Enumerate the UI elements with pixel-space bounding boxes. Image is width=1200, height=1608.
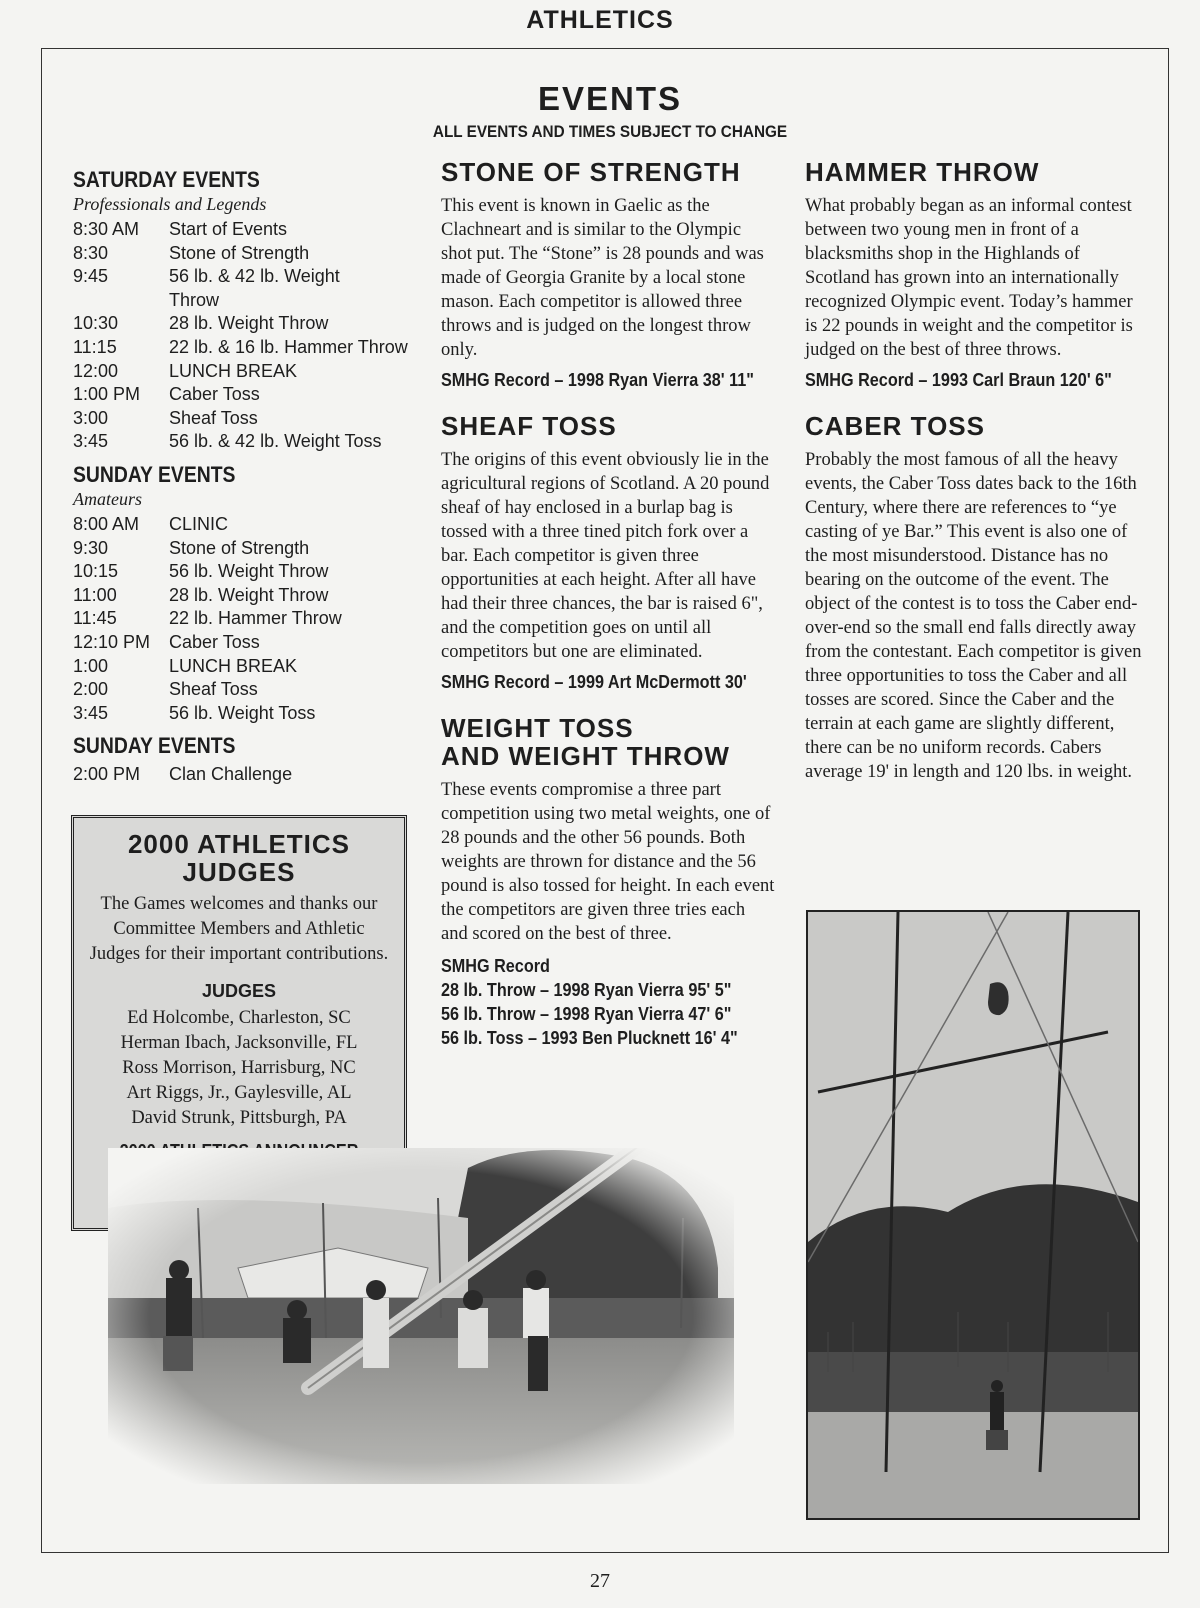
schedule-row — [73, 631, 342, 655]
middle-column — [441, 158, 776, 1050]
caber-title: CABER TOSS — [805, 411, 985, 441]
schedule-row — [73, 218, 408, 242]
schedule-event: Caber Toss — [169, 631, 260, 652]
schedule-row — [73, 537, 342, 561]
schedule-time: 12:00 — [73, 360, 119, 381]
schedule-row — [73, 584, 342, 608]
schedule-event: Sheaf Toss — [169, 679, 258, 700]
stone-body: This event is known in Gaelic as the Clachneart and is similar to the Olympic shot put. The “Stone” is 28 pounds and was made of Georgia Granite by a local stone mason. Each competitor is allowed three throws and is judged on the longest throw only. — [441, 196, 764, 360]
schedule-row — [73, 407, 408, 431]
schedule-event: 22 lb. & 16 lb. Hammer Throw — [169, 336, 408, 357]
schedule-event: Start of Events — [169, 219, 288, 239]
schedule-row — [73, 312, 408, 336]
schedule-event: 28 lb. Weight Throw — [169, 584, 329, 605]
schedule-time: 3:45 — [73, 431, 109, 452]
schedule-time: 11:15 — [73, 336, 117, 357]
schedule-event: Clan Challenge — [169, 764, 293, 785]
weight-record: 56 lb. Toss – 1993 Ben Plucknett 16' 4" — [441, 1028, 738, 1048]
schedule-row — [73, 289, 408, 313]
sheaf-section — [441, 412, 776, 694]
schedule-time: 2:00 — [73, 679, 109, 700]
judge-name: Art Riggs, Jr., Gaylesville, AL — [126, 1083, 352, 1103]
schedule-time: 9:45 — [73, 266, 109, 287]
schedule-row — [73, 242, 408, 266]
caber-toss-photo — [108, 1148, 734, 1484]
weight-record: 56 lb. Throw – 1998 Ryan Vierra 47' 6" — [441, 1004, 732, 1024]
schedule-event: 28 lb. Weight Throw — [169, 313, 329, 334]
schedule-time: 11:00 — [73, 584, 117, 605]
weight-title-line2: AND WEIGHT THROW — [441, 741, 730, 771]
schedule-time: 8:00 AM — [73, 513, 140, 534]
page-number: 27 — [590, 1570, 610, 1592]
saturday-subheading: Professionals and Legends — [73, 194, 267, 214]
schedule-event: 56 lb. & 42 lb. Weight — [169, 266, 340, 287]
schedule-time: 2:00 PM — [73, 764, 141, 785]
schedule-event: Caber Toss — [169, 384, 260, 405]
schedule-event: Sheaf Toss — [169, 407, 258, 428]
schedule-row — [73, 336, 408, 360]
sunday-heading-2: SUNDAY EVENTS — [73, 733, 236, 759]
sunday-schedule-2 — [73, 733, 413, 787]
judges-label: JUDGES — [201, 981, 277, 1001]
sunday-schedule — [73, 462, 413, 725]
schedule-row — [73, 655, 342, 679]
hammer-record: SMHG Record – 1993 Carl Braun 120' 6" — [805, 370, 1112, 390]
schedule-time: 3:45 — [73, 702, 109, 723]
sunday-heading: SUNDAY EVENTS — [73, 461, 236, 487]
hammer-body: What probably began as an informal contest between two young men in front of a blacksmiths shop in the Highlands of Scotland has grown into an internationally recognized Olympic event. Today’s hammer is 22 pounds in weight and the competitor is judged on the best of three throws. — [805, 196, 1133, 360]
events-title: EVENTS — [537, 80, 683, 117]
sunday-table — [73, 513, 342, 725]
schedule-event: Throw — [169, 289, 220, 310]
judge-name: David Strunk, Pittsburgh, PA — [131, 1108, 347, 1128]
schedule-event: 56 lb. Weight Toss — [169, 702, 316, 723]
schedule-row — [73, 383, 408, 407]
judges-thanks: The Games welcomes and thanks our Committee Members and Athletic Judges for their important contributions. — [89, 894, 389, 964]
schedule-event: 56 lb. & 42 lb. Weight Toss — [169, 431, 382, 452]
schedule-row — [73, 513, 342, 537]
schedule-row — [73, 560, 342, 584]
page-header-title: ATHLETICS — [526, 6, 674, 34]
schedule-time: 8:30 AM — [73, 219, 140, 239]
sheaf-body: The origins of this event obviously lie in the agricultural regions of Scotland. A 20 pound sheaf of hay enclosed in a burlap bag is tossed with a three tined pitch fork over a bar. Each competitor is given three opportunities at each height. After all have had their three chances, the bar is raised 6", and the competition goes on until all competitors but one are eliminated. — [441, 450, 770, 662]
stone-record: SMHG Record – 1998 Ryan Vierra 38' 11" — [441, 370, 754, 390]
schedule-row — [73, 360, 408, 384]
schedule-time: 8:30 — [73, 242, 109, 263]
schedule-row — [73, 702, 342, 726]
stone-title: STONE OF STRENGTH — [441, 157, 741, 187]
schedule-event: 22 lb. Hammer Throw — [169, 608, 342, 629]
events-subtitle: ALL EVENTS AND TIMES SUBJECT TO CHANGE — [432, 122, 788, 141]
schedule-time: 10:30 — [73, 313, 119, 334]
weight-title-line1: WEIGHT TOSS — [441, 713, 634, 743]
sunday-subheading: Amateurs — [73, 488, 142, 509]
weight-section — [441, 714, 776, 1050]
schedule-event: LUNCH BREAK — [169, 655, 298, 676]
hammer-section — [805, 158, 1142, 392]
saturday-heading: SATURDAY EVENTS — [73, 167, 260, 192]
hammer-throw-photo — [806, 910, 1140, 1520]
schedule-column — [73, 165, 413, 795]
caber-body: Probably the most famous of all the heavy events, the Caber Toss dates back to the 16th Century, where there are references to “ye casting of ye Bar.” This event is also one of the most misunderstood. Distance has no bearing on the outcome of the event. The object of the contest is to toss the Caber end-over-end so the small end falls directly away from the contestant. Each competitor is given three opportunities to toss the Caber and all tosses are scored. Since the Caber and the terrain at each game are slightly different, there can be no uniform records. Cabers average 19' in length and 120 lbs. in weight. — [805, 450, 1142, 782]
judge-name: Ross Morrison, Harrisburg, NC — [122, 1058, 356, 1078]
schedule-row — [73, 430, 408, 454]
schedule-row — [73, 678, 342, 702]
schedule-time: 12:10 PM — [73, 631, 151, 652]
judge-name: Herman Ibach, Jacksonville, FL — [120, 1033, 358, 1053]
schedule-event: Stone of Strength — [169, 537, 310, 558]
judges-list — [74, 1006, 404, 1131]
hammer-title: HAMMER THROW — [805, 157, 1040, 187]
schedule-time: 9:30 — [73, 537, 109, 558]
schedule-event: LUNCH BREAK — [169, 360, 298, 381]
schedule-event: 56 lb. Weight Throw — [169, 561, 329, 582]
sheaf-record: SMHG Record – 1999 Art McDermott 30' — [441, 672, 747, 692]
stone-section — [441, 158, 776, 392]
weight-record-label: SMHG Record — [441, 956, 550, 976]
caber-section — [805, 412, 1142, 784]
schedule-row — [73, 763, 292, 787]
schedule-time: 1:00 — [73, 655, 109, 676]
judge-name: Ed Holcombe, Charleston, SC — [127, 1008, 351, 1028]
schedule-time: 3:00 — [73, 407, 109, 428]
schedule-time: 1:00 PM — [73, 384, 141, 405]
schedule-event: CLINIC — [169, 513, 229, 534]
saturday-table — [73, 218, 408, 454]
schedule-time: 10:15 — [73, 561, 119, 582]
schedule-event: Stone of Strength — [169, 242, 310, 263]
schedule-time — [73, 289, 169, 313]
right-column — [805, 158, 1142, 784]
saturday-schedule — [73, 167, 413, 454]
weight-record: 28 lb. Throw – 1998 Ryan Vierra 95' 5" — [441, 980, 732, 1000]
schedule-row — [73, 265, 408, 289]
weight-body: These events compromise a three part competition using two metal weights, one of 28 pounds and the other 56 pounds. Both weights are thrown for distance and the 56 pound is also tossed for height. In each event the competitors are given three tries each and scored on the best of three. — [441, 780, 775, 944]
sunday-table-2 — [73, 763, 292, 787]
schedule-row — [73, 607, 342, 631]
sheaf-title: SHEAF TOSS — [441, 411, 617, 441]
schedule-time: 11:45 — [73, 608, 117, 629]
judges-title: 2000 ATHLETICS JUDGES — [127, 829, 351, 887]
